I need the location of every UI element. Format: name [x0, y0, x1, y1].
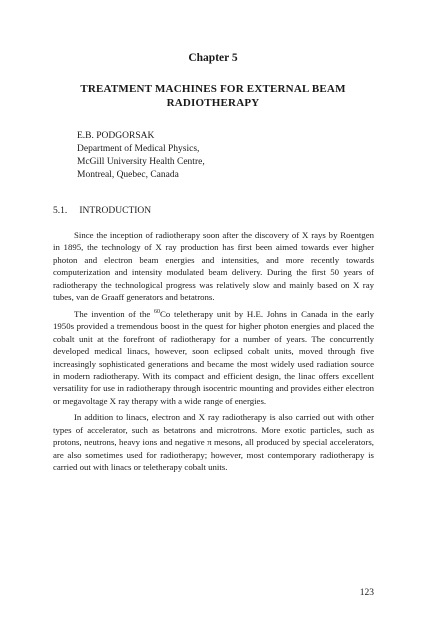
affiliation-line-3: Montreal, Quebec, Canada — [77, 170, 179, 180]
section-title: INTRODUCTION — [79, 206, 152, 216]
page-number: 123 — [359, 588, 374, 598]
section-heading — [53, 206, 151, 216]
section-number: 5.1. — [53, 206, 68, 216]
isotope-superscript: 60 — [154, 308, 161, 315]
affiliation-line-1: Department of Medical Physics, — [77, 144, 200, 154]
chapter-title — [60, 82, 366, 110]
author-name: E.B. PODGORSAK — [77, 131, 155, 141]
paragraph-3: In addition to linacs, electron and X ray radiotherapy is also carried out with other types of accelerator, such as betatrons and microtrons. More exotic particles, such as protons, neutrons, heavy ions and negative π mesons, all produced by special accelerators, are also sometimes used for radiotherapy; however, most contemporary radiotherapy is carried out with linacs or teletherapy cobalt units. — [53, 412, 374, 473]
affiliation-line-2: McGill University Health Centre, — [77, 157, 205, 167]
body-text — [53, 229, 374, 478]
chapter-title-line-1: TREATMENT MACHINES FOR EXTERNAL BEAM — [80, 83, 346, 95]
author-block — [77, 130, 205, 182]
paragraph-2 — [53, 308, 374, 408]
paragraph-1: Since the inception of radiotherapy soon after the discovery of X rays by Roentgen in 1895, the technology of X ray production has first been aimed towards ever higher photon and electron beam energies and intensities, and more recently towards computerization and intensity modulated beam delivery. During the first 50 years of radiotherapy the technological progress was relatively slow and mainly based on X ray tubes, van de Graaff generators and betatrons. — [53, 230, 374, 303]
chapter-label: Chapter 5 — [188, 52, 238, 64]
chapter-title-line-2: RADIOTHERAPY — [166, 97, 260, 109]
paragraph-2-start: The invention of the — [74, 308, 155, 319]
paragraph-2-rest: Co teletherapy unit by H.E. Johns in Canada in the early 1950s provided a tremendous boost in the quest for higher photon energies and placed the cobalt unit at the forefront of radiotherapy for a number of years. The concurrently developed medical linacs, however, soon eclipsed cobalt units, moved through five increasingly sophisticated generations and became the most widely used radiation source in modern radiotherapy. With its compact and efficient design, the linac offers excellent versatility for use in radiotherapy through isocentric mounting and provides either electron or megavoltage X ray therapy with a wide range of energies. — [53, 308, 375, 406]
